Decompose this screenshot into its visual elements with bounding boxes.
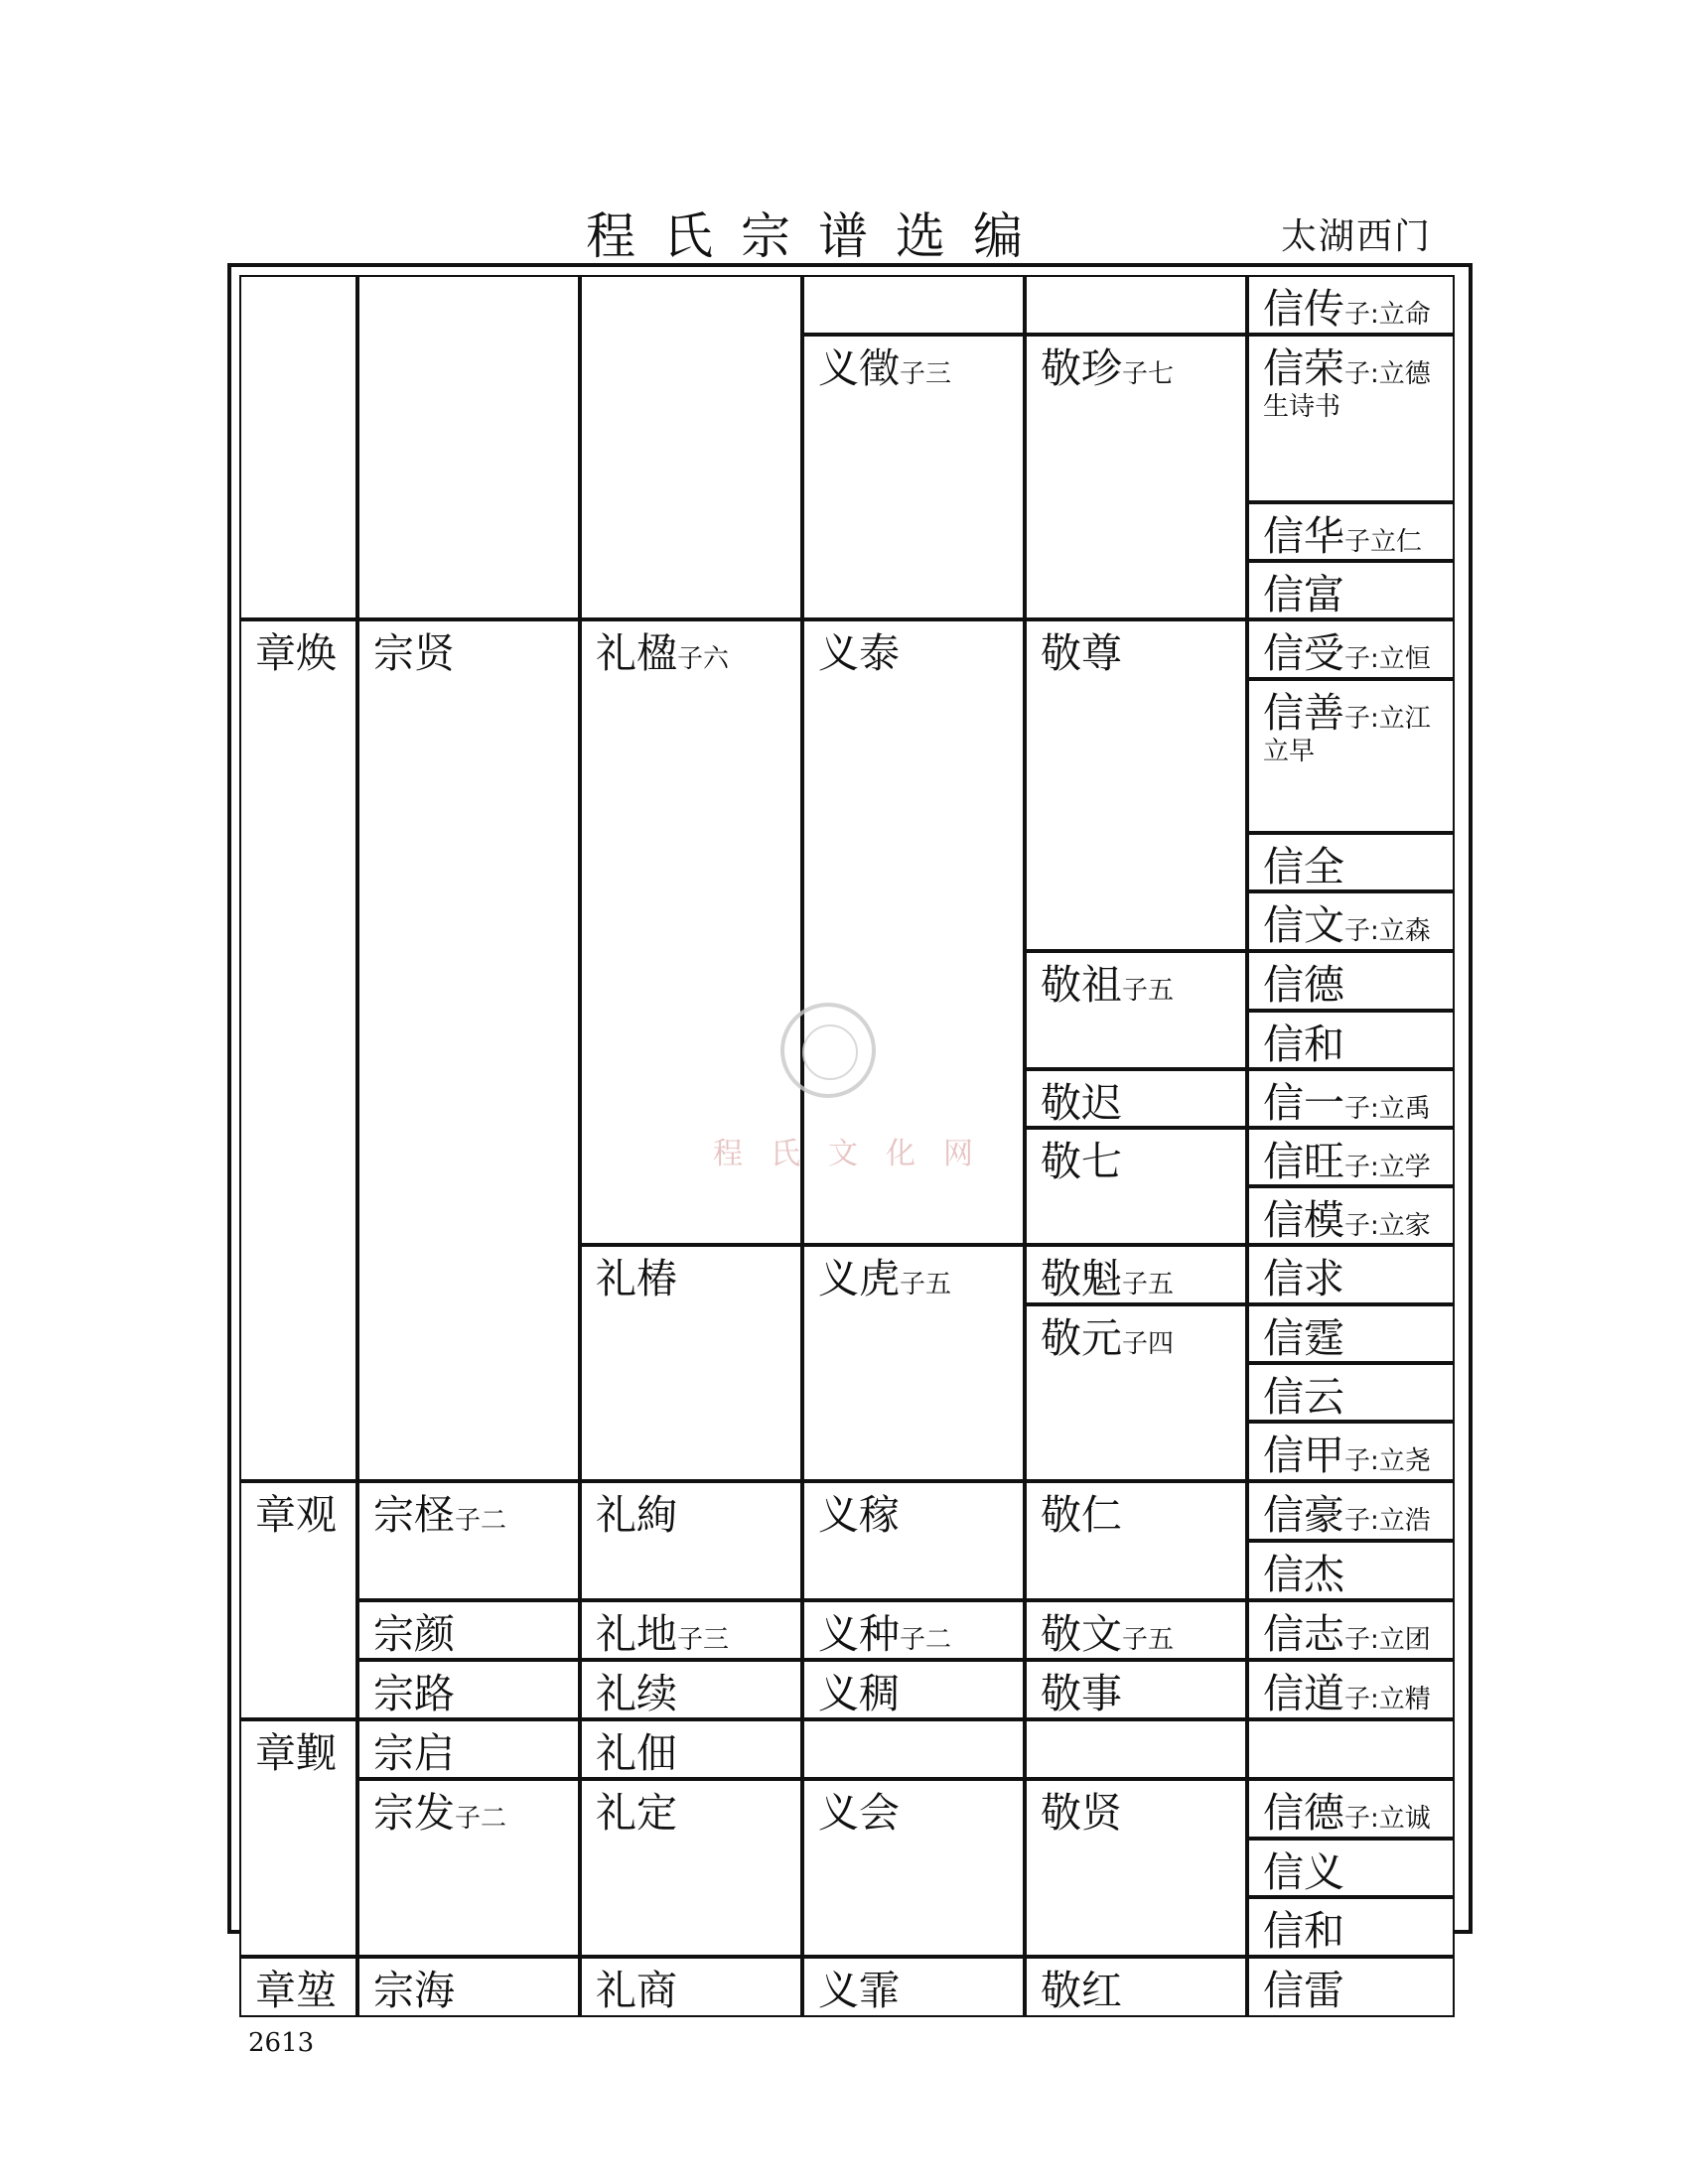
- children-note: 子:立精: [1344, 1685, 1431, 1714]
- children-note: 子:立德: [1344, 359, 1431, 389]
- table-cell: [1025, 619, 1247, 951]
- person-name: 宗柽: [373, 1491, 455, 1539]
- children-note: 子:立江: [1344, 704, 1431, 734]
- person-name: 信豪: [1263, 1491, 1344, 1539]
- table-cell: [580, 1660, 802, 1719]
- children-note: 子五: [1122, 976, 1175, 1006]
- person-name: 信受: [1263, 629, 1344, 677]
- person-name: 义虎: [818, 1255, 900, 1302]
- table-cell: [357, 1481, 580, 1600]
- table-cell: [1025, 1304, 1247, 1481]
- watermark: 程氏文化网: [713, 1137, 1001, 1171]
- person-name: 信德: [1263, 961, 1344, 1009]
- person-name: 义种: [818, 1610, 900, 1658]
- table-cell: [802, 1600, 1025, 1660]
- table-cell: [1247, 1011, 1455, 1069]
- table-cell: [1247, 1897, 1455, 1957]
- table-cell: [580, 1245, 802, 1481]
- table-cell: [1247, 1128, 1455, 1186]
- person-name: 信德: [1263, 1789, 1344, 1837]
- table-cell: [357, 1660, 580, 1719]
- table-cell: [1025, 1245, 1247, 1304]
- table-cell: [1247, 1186, 1455, 1245]
- children-note: 子:立诚: [1344, 1804, 1431, 1834]
- table-cell: [1025, 1719, 1247, 1779]
- table-cell: [580, 1779, 802, 1957]
- person-name: 敬迟: [1041, 1079, 1122, 1127]
- table-cell: [239, 275, 357, 619]
- person-name: 礼佃: [596, 1729, 677, 1777]
- person-name: 宗贤: [373, 629, 455, 677]
- table-cell: [1247, 1839, 1455, 1897]
- table-cell: [1025, 1069, 1247, 1128]
- person-name: 敬祖: [1041, 961, 1122, 1009]
- table-cell: [1025, 1957, 1247, 2017]
- table-cell: [239, 1719, 357, 1957]
- table-cell: [1025, 1660, 1247, 1719]
- table-cell: [1247, 1481, 1455, 1541]
- children-note: 子:立尧: [1344, 1446, 1431, 1476]
- page-number: 2613: [248, 2028, 315, 2058]
- person-name: 章观: [255, 1491, 337, 1539]
- person-name: 宗颜: [373, 1610, 455, 1658]
- table-cell: [1247, 619, 1455, 679]
- person-name: 信霆: [1263, 1314, 1344, 1362]
- table-cell: [1247, 679, 1455, 833]
- person-name: 礼地: [596, 1610, 677, 1658]
- table-cell: [1247, 1719, 1455, 1779]
- person-name: 信富: [1263, 571, 1344, 618]
- table-cell: [1025, 1779, 1247, 1957]
- person-name: 礼絢: [596, 1491, 677, 1539]
- children-note: 子:立森: [1344, 916, 1431, 946]
- table-cell: [802, 1957, 1025, 2017]
- table-cell: [1247, 951, 1455, 1011]
- person-name: 礼楹: [596, 629, 677, 677]
- table-cell: [239, 619, 357, 1481]
- table-cell: [239, 1481, 357, 1719]
- children-note: 子七: [1122, 359, 1175, 389]
- person-name: 敬七: [1041, 1138, 1122, 1185]
- table-cell: [802, 275, 1025, 335]
- table-cell: [1247, 1600, 1455, 1660]
- table-cell: [1247, 1363, 1455, 1422]
- children-note: 子立仁: [1344, 527, 1423, 557]
- table-cell: [1025, 1600, 1247, 1660]
- person-name: 礼椿: [596, 1255, 677, 1302]
- person-name: 信荣: [1263, 344, 1344, 392]
- table-cell: [357, 1719, 580, 1779]
- person-name: 义稠: [818, 1670, 900, 1717]
- person-name: 信杰: [1263, 1551, 1344, 1598]
- table-cell: [1247, 1779, 1455, 1839]
- genealogy-table: [227, 263, 1473, 2014]
- person-name: 敬贤: [1041, 1789, 1122, 1837]
- table-cell: [239, 1957, 357, 2017]
- person-name: 敬魁: [1041, 1255, 1122, 1302]
- person-name: 礼续: [596, 1670, 677, 1717]
- person-name: 义徵: [818, 344, 900, 392]
- person-name: 信模: [1263, 1196, 1344, 1244]
- person-name: 敬元: [1041, 1314, 1122, 1362]
- person-name: 礼商: [596, 1967, 677, 2014]
- table-cell: [580, 1481, 802, 1600]
- table-cell: [1247, 502, 1455, 561]
- children-note: 子二: [455, 1506, 507, 1536]
- person-name: 礼定: [596, 1789, 677, 1837]
- table-cell: [580, 1600, 802, 1660]
- table-cell: [802, 1779, 1025, 1957]
- person-name: 信善: [1263, 689, 1344, 737]
- table-cell: [357, 1600, 580, 1660]
- table-cell: [802, 1660, 1025, 1719]
- person-name: 信全: [1263, 843, 1344, 890]
- children-note: 子:立禹: [1344, 1094, 1431, 1124]
- table-cell: [1247, 1957, 1455, 2017]
- person-name: 义会: [818, 1789, 900, 1837]
- table-cell: [1247, 275, 1455, 335]
- person-name: 信义: [1263, 1848, 1344, 1896]
- person-name: 信雷: [1263, 1967, 1344, 2014]
- table-cell: [357, 275, 580, 619]
- person-name: 信求: [1263, 1255, 1344, 1302]
- children-note: 子五: [1122, 1625, 1175, 1655]
- table-cell: [357, 1779, 580, 1957]
- table-cell: [1247, 891, 1455, 951]
- table-cell: [802, 1481, 1025, 1600]
- person-name: 信志: [1263, 1610, 1344, 1658]
- table-cell: [1247, 1541, 1455, 1600]
- person-name: 信云: [1263, 1373, 1344, 1421]
- person-name: 义霏: [818, 1967, 900, 2014]
- children-note-continued: 立早: [1263, 737, 1316, 766]
- table-cell: [580, 1957, 802, 2017]
- person-name: 章堃: [255, 1967, 337, 2014]
- table-cell: [1025, 335, 1247, 619]
- children-note: 子:立命: [1344, 300, 1431, 330]
- table-cell: [1025, 951, 1247, 1069]
- person-name: 义泰: [818, 629, 900, 677]
- person-name: 章焕: [255, 629, 337, 677]
- person-name: 信华: [1263, 512, 1344, 560]
- person-name: 信和: [1263, 1907, 1344, 1955]
- person-name: 义稼: [818, 1491, 900, 1539]
- branch-label: 太湖西门: [1281, 216, 1433, 257]
- table-cell: [802, 1245, 1025, 1481]
- table-cell: [1247, 1245, 1455, 1304]
- table-cell: [1247, 1660, 1455, 1719]
- table-cell: [1247, 1069, 1455, 1128]
- table-cell: [1247, 561, 1455, 619]
- children-note: 子三: [900, 359, 952, 389]
- person-name: 信和: [1263, 1021, 1344, 1068]
- person-name: 章觐: [255, 1729, 337, 1777]
- person-name: 信文: [1263, 901, 1344, 949]
- person-name: 宗发: [373, 1789, 455, 1837]
- table-cell: [1247, 335, 1455, 502]
- table-cell: [802, 335, 1025, 619]
- person-name: 敬文: [1041, 1610, 1122, 1658]
- table-cell: [1025, 1481, 1247, 1600]
- children-note: 子:立恒: [1344, 644, 1431, 674]
- page-title: 程氏宗谱选编: [586, 207, 1051, 265]
- table-cell: [1025, 1128, 1247, 1245]
- children-note: 子:立团: [1344, 1625, 1431, 1655]
- children-note: 子:立学: [1344, 1153, 1431, 1182]
- person-name: 信甲: [1263, 1432, 1344, 1479]
- person-name: 宗路: [373, 1670, 455, 1717]
- person-name: 信一: [1263, 1079, 1344, 1127]
- table-cell: [1247, 1422, 1455, 1481]
- children-note: 子五: [900, 1270, 952, 1299]
- children-note: 子:立浩: [1344, 1506, 1431, 1536]
- children-note: 子五: [1122, 1270, 1175, 1299]
- person-name: 宗启: [373, 1729, 455, 1777]
- children-note-continued: 生诗书: [1263, 392, 1341, 422]
- person-name: 信旺: [1263, 1138, 1344, 1185]
- seal-stamp-icon: [780, 1003, 876, 1098]
- table-cell: [357, 1957, 580, 2017]
- person-name: 敬红: [1041, 1967, 1122, 2014]
- person-name: 敬珍: [1041, 344, 1122, 392]
- person-name: 信传: [1263, 285, 1344, 333]
- table-cell: [1025, 275, 1247, 335]
- table-cell: [357, 619, 580, 1481]
- children-note: 子六: [677, 644, 730, 674]
- person-name: 宗海: [373, 1967, 455, 2014]
- table-cell: [1247, 833, 1455, 891]
- person-name: 敬尊: [1041, 629, 1122, 677]
- table-cell: [1247, 1304, 1455, 1363]
- children-note: 子四: [1122, 1329, 1175, 1359]
- children-note: 子二: [455, 1804, 507, 1834]
- children-note: 子三: [677, 1625, 730, 1655]
- person-name: 信道: [1263, 1670, 1344, 1717]
- person-name: 敬事: [1041, 1670, 1122, 1717]
- table-cell: [802, 1719, 1025, 1779]
- table-cell: [580, 1719, 802, 1779]
- children-note: 子二: [900, 1625, 952, 1655]
- table-cell: [580, 275, 802, 619]
- person-name: 敬仁: [1041, 1491, 1122, 1539]
- children-note: 子:立家: [1344, 1211, 1431, 1241]
